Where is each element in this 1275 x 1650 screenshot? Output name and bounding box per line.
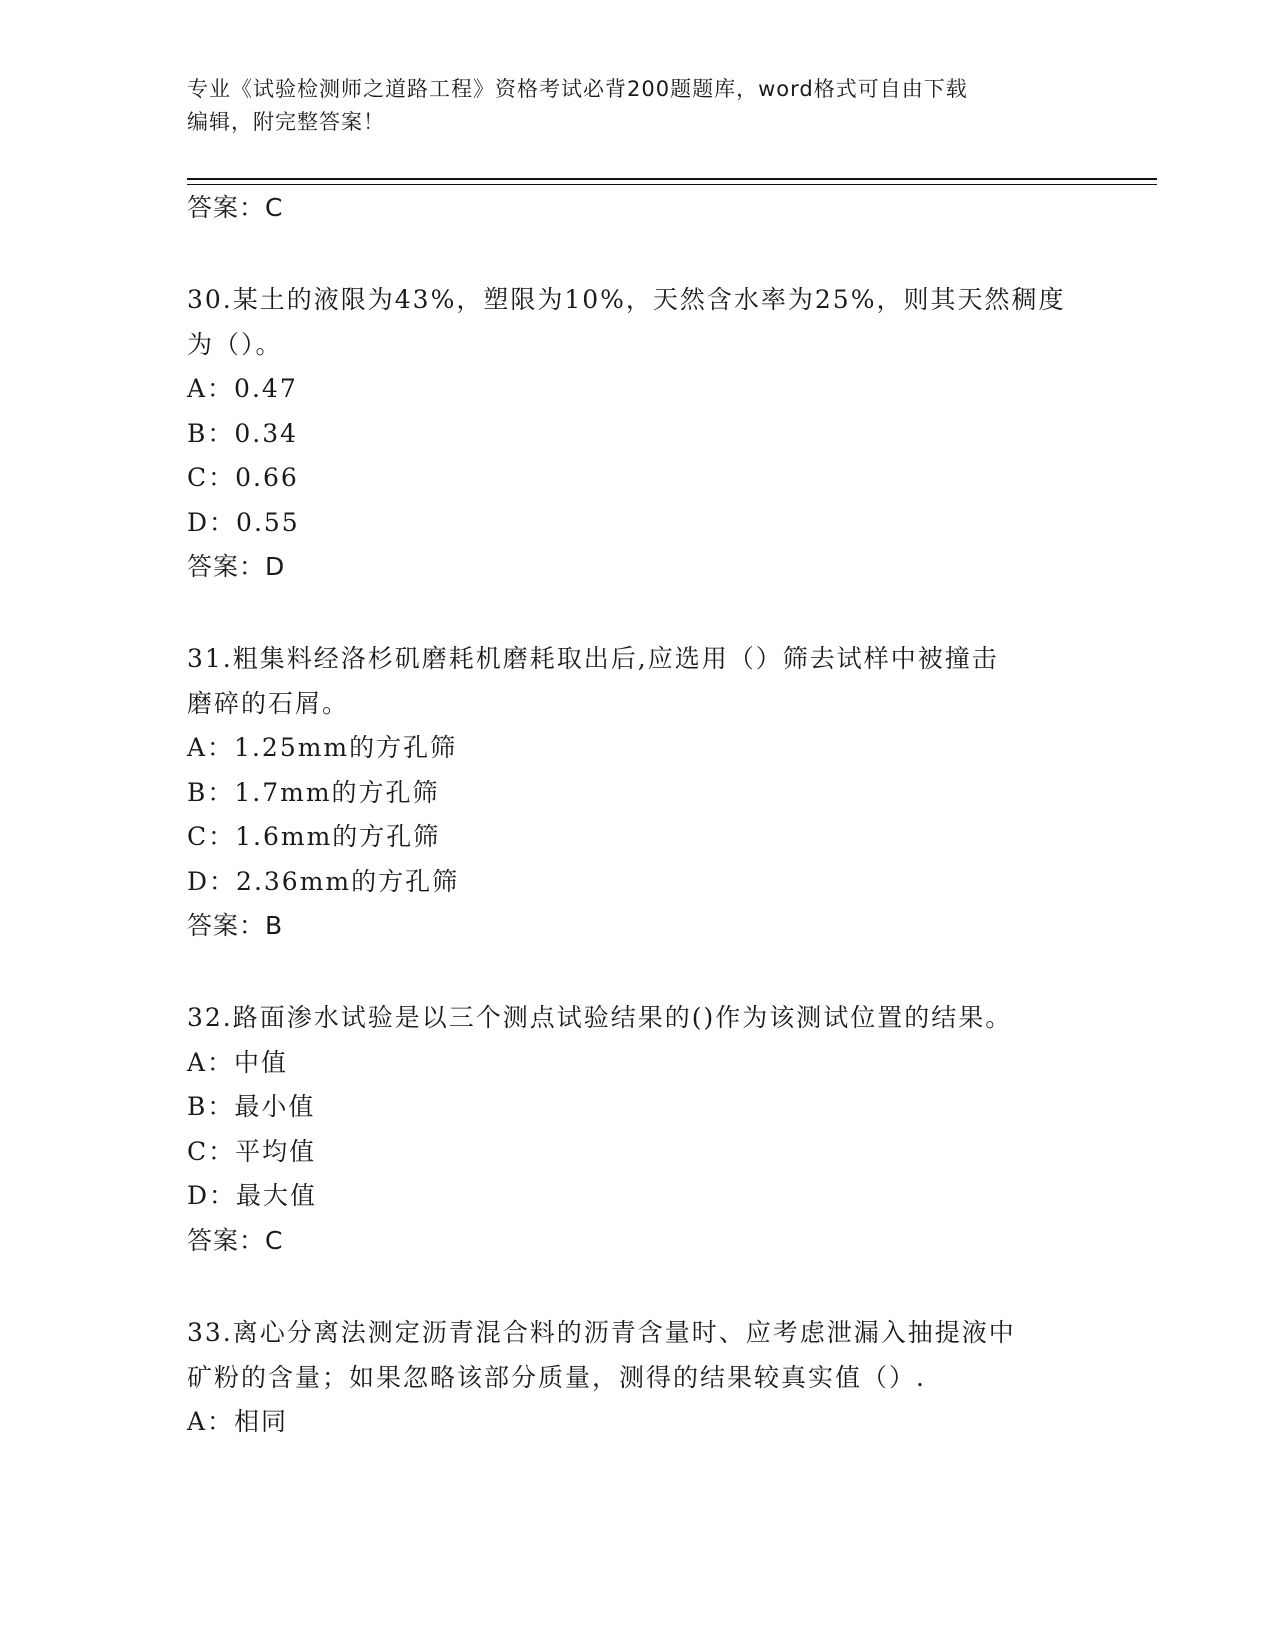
option-a: A：0.47 [187,374,298,403]
option-d: D：0.55 [187,508,300,537]
option-c: C：平均值 [187,1137,317,1166]
question-stem-continued: 矿粉的含量；如果忽略该部分质量，测得的结果较真实值（）. [187,1363,926,1392]
question-stem: 31.粗集料经洛杉矶磨耗机磨耗取出后,应选用（）筛去试样中被撞击 [187,644,999,673]
question-stem: 32.路面渗水试验是以三个测点试验结果的()作为该测试位置的结果。 [187,1003,1013,1032]
question-stem: 30.某土的液限为43%，塑限为10%，天然含水率为25%，则其天然稠度 [187,285,1066,314]
header-line-2: 编辑，附完整答案！ [187,110,385,134]
option-a: A：中值 [187,1048,289,1077]
answer-line: 答案：B [187,911,284,940]
option-a: A：1.25mm的方孔筛 [187,733,458,762]
option-d: D：最大值 [187,1181,318,1210]
option-a: A：相同 [187,1407,289,1436]
option-d: D：2.36mm的方孔筛 [187,867,460,896]
header-line-1: 专业《试验检测师之道路工程》资格考试必背200题题库，word格式可自由下载 [187,77,968,101]
header-divider-thick [187,178,1157,180]
option-c: C：1.6mm的方孔筛 [187,822,441,851]
option-c: C：0.66 [187,463,299,492]
option-b: B：最小值 [187,1092,316,1121]
question-stem-continued: 磨碎的石屑。 [187,689,350,718]
option-b: B：0.34 [187,419,299,448]
question-stem: 33.离心分离法测定沥青混合料的沥青含量时、应考虑泄漏入抽提液中 [187,1318,1016,1347]
option-b: B：1.7mm的方孔筛 [187,778,440,807]
answer-line: 答案：C [187,1226,284,1255]
question-stem-continued: 为（）。 [187,330,283,359]
answer-line: 答案：C [187,193,284,222]
page-header [187,73,1087,139]
header-divider-thin [187,184,1157,185]
answer-line: 答案：D [187,552,286,581]
